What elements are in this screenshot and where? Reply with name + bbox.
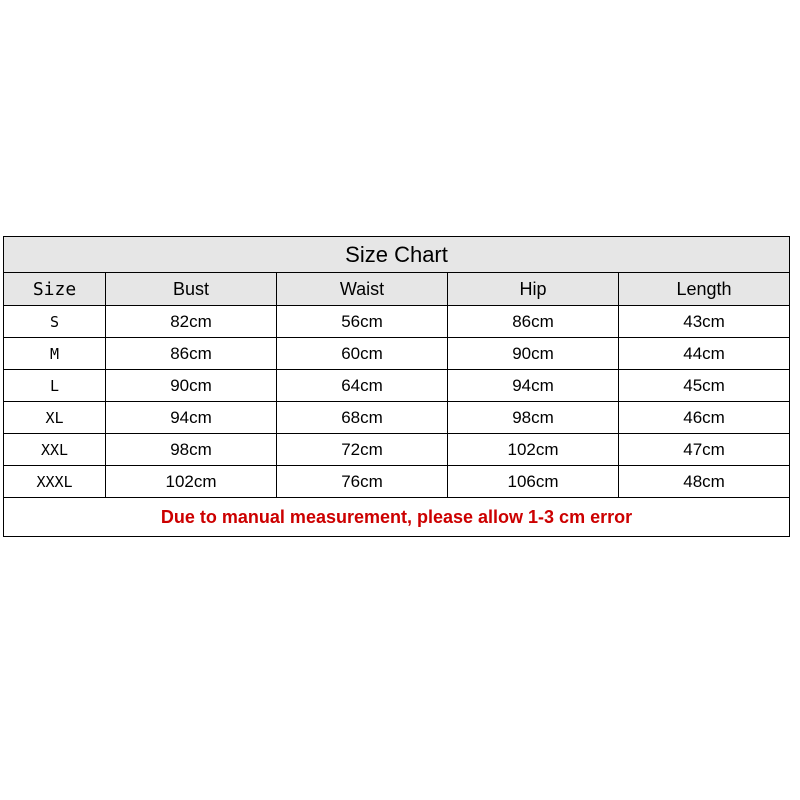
- table-row: [4, 434, 790, 466]
- waist-cell: 56cm: [277, 306, 448, 338]
- bust-cell: 102cm: [106, 466, 277, 498]
- size-cell: XXXL: [4, 466, 106, 498]
- waist-cell: 64cm: [277, 370, 448, 402]
- bust-cell: 98cm: [106, 434, 277, 466]
- length-cell: 47cm: [619, 434, 790, 466]
- hip-cell: 86cm: [448, 306, 619, 338]
- hip-cell: 90cm: [448, 338, 619, 370]
- header-row: [4, 273, 790, 306]
- waist-cell: 60cm: [277, 338, 448, 370]
- waist-cell: 72cm: [277, 434, 448, 466]
- size-cell: S: [4, 306, 106, 338]
- size-cell: M: [4, 338, 106, 370]
- size-chart-table: [3, 236, 790, 537]
- measurement-note: Due to manual measurement, please allow 1-3 cm error: [4, 498, 790, 537]
- table-title: Size Chart: [4, 237, 790, 273]
- table-row: [4, 370, 790, 402]
- header-waist: Waist: [277, 273, 448, 306]
- length-cell: 46cm: [619, 402, 790, 434]
- header-size: Size: [4, 273, 106, 306]
- length-cell: 43cm: [619, 306, 790, 338]
- table-row: [4, 306, 790, 338]
- table-row: [4, 402, 790, 434]
- table-row: [4, 466, 790, 498]
- hip-cell: 94cm: [448, 370, 619, 402]
- title-row: [4, 237, 790, 273]
- size-cell: XL: [4, 402, 106, 434]
- note-row: [4, 498, 790, 537]
- waist-cell: 68cm: [277, 402, 448, 434]
- bust-cell: 90cm: [106, 370, 277, 402]
- table-row: [4, 338, 790, 370]
- hip-cell: 98cm: [448, 402, 619, 434]
- size-cell: XXL: [4, 434, 106, 466]
- length-cell: 44cm: [619, 338, 790, 370]
- bust-cell: 94cm: [106, 402, 277, 434]
- hip-cell: 106cm: [448, 466, 619, 498]
- header-hip: Hip: [448, 273, 619, 306]
- header-bust: Bust: [106, 273, 277, 306]
- bust-cell: 86cm: [106, 338, 277, 370]
- waist-cell: 76cm: [277, 466, 448, 498]
- length-cell: 48cm: [619, 466, 790, 498]
- length-cell: 45cm: [619, 370, 790, 402]
- header-length: Length: [619, 273, 790, 306]
- size-cell: L: [4, 370, 106, 402]
- hip-cell: 102cm: [448, 434, 619, 466]
- bust-cell: 82cm: [106, 306, 277, 338]
